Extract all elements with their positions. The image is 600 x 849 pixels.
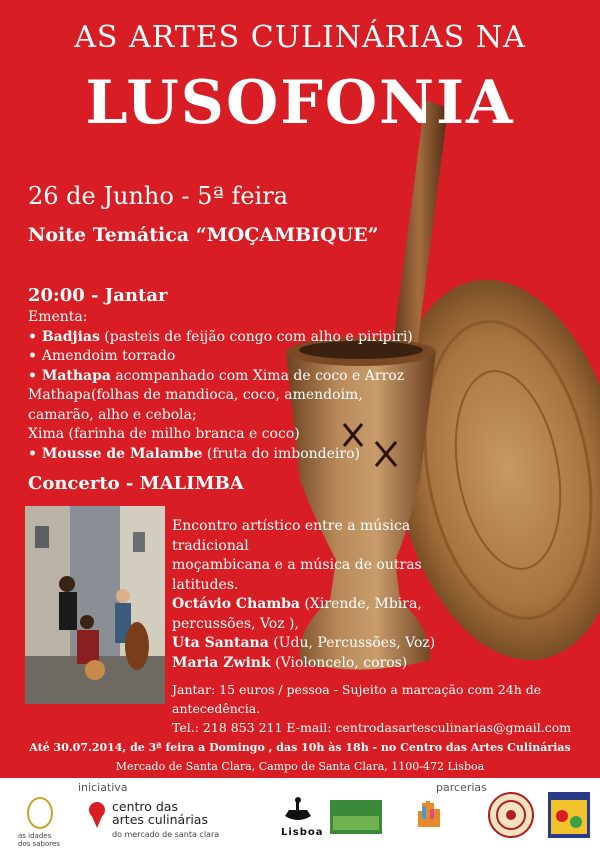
- title-line-1: AS ARTES CULINÁRIAS NA: [74, 20, 526, 55]
- lisboa-logo-icon: [281, 796, 315, 824]
- artist-line: Uta Santana (Udu, Percussões, Voz): [172, 635, 436, 651]
- acm-hand-logo: [410, 797, 450, 831]
- event-date: 26 de Junho - 5ª feira: [28, 182, 289, 210]
- address-text: Mercado de Santa Clara, Campo de Santa Clara, 1100-472 Lisboa: [115, 760, 485, 773]
- partner-logo-green: [330, 800, 382, 834]
- price-text: Jantar: 15 euros / pessoa - Sujeito a marcação com 24h de antecedência.: [172, 682, 542, 716]
- menu-item: • Mathapa acompanhado com Xima de coco e Arroz: [28, 367, 405, 384]
- menu-label: Ementa:: [28, 309, 88, 325]
- concert-title: Concerto - MALIMBA: [28, 473, 244, 494]
- geography-society-seal: [486, 790, 536, 840]
- booking-info: [172, 680, 592, 737]
- artist-line: Maria Zwink (Violoncelo, coros): [172, 654, 408, 671]
- event-theme: Noite Temática “MOÇAMBIQUE”: [28, 224, 379, 246]
- lisboa-logo-text: Lisboa: [281, 827, 324, 838]
- menu-item: • Mousse de Malambe (fruta do imbondeiro): [28, 445, 360, 462]
- artist-line: Octávio Chamba (Xirende, Mbira,: [172, 596, 422, 612]
- artist-line: percussões, Voz ),: [172, 615, 299, 632]
- idades-logo-text: as idades dos sabores: [18, 832, 60, 848]
- concert-line: Encontro artístico entre a música tradicional: [172, 518, 411, 554]
- contact-text: Tel.: 218 853 211 E-mail: centrodasartesculinarias@gmail.com: [172, 720, 572, 735]
- cac-logo-text: centro das artes culinárias do mercado de santa clara: [112, 799, 220, 839]
- musicians-photo: [25, 506, 165, 704]
- partner-logo-colorful: [548, 792, 590, 838]
- menu-note: Xima (farinha de milho branca e coco): [28, 426, 300, 442]
- dinner-time: 20:00 - Jantar: [28, 285, 168, 306]
- schedule-text: Até 30.07.2014, de 3ª feira a Domingo , das 10h às 18h - no Centro das Artes Culinárias: [29, 741, 571, 754]
- concert-description: [172, 517, 472, 673]
- menu-item: • Amendoim torrado: [28, 348, 176, 364]
- menu-item: • Badjias (pasteis de feijão congo com alho e piripiri): [28, 328, 413, 345]
- idades-dos-sabores-logo: [20, 795, 60, 835]
- iniciativa-label: iniciativa: [78, 781, 128, 794]
- cac-logo-icon: [86, 800, 108, 830]
- parcerias-label: parcerias: [436, 781, 487, 794]
- menu-note: Mathapa(folhas de mandioca, coco, amendoim, camarão, alho e cebola;: [28, 387, 363, 423]
- menu-list: [28, 308, 418, 464]
- concert-line: moçambicana e a música de outras latitudes.: [172, 557, 422, 593]
- title-line-2: LUSOFONIA: [85, 68, 515, 138]
